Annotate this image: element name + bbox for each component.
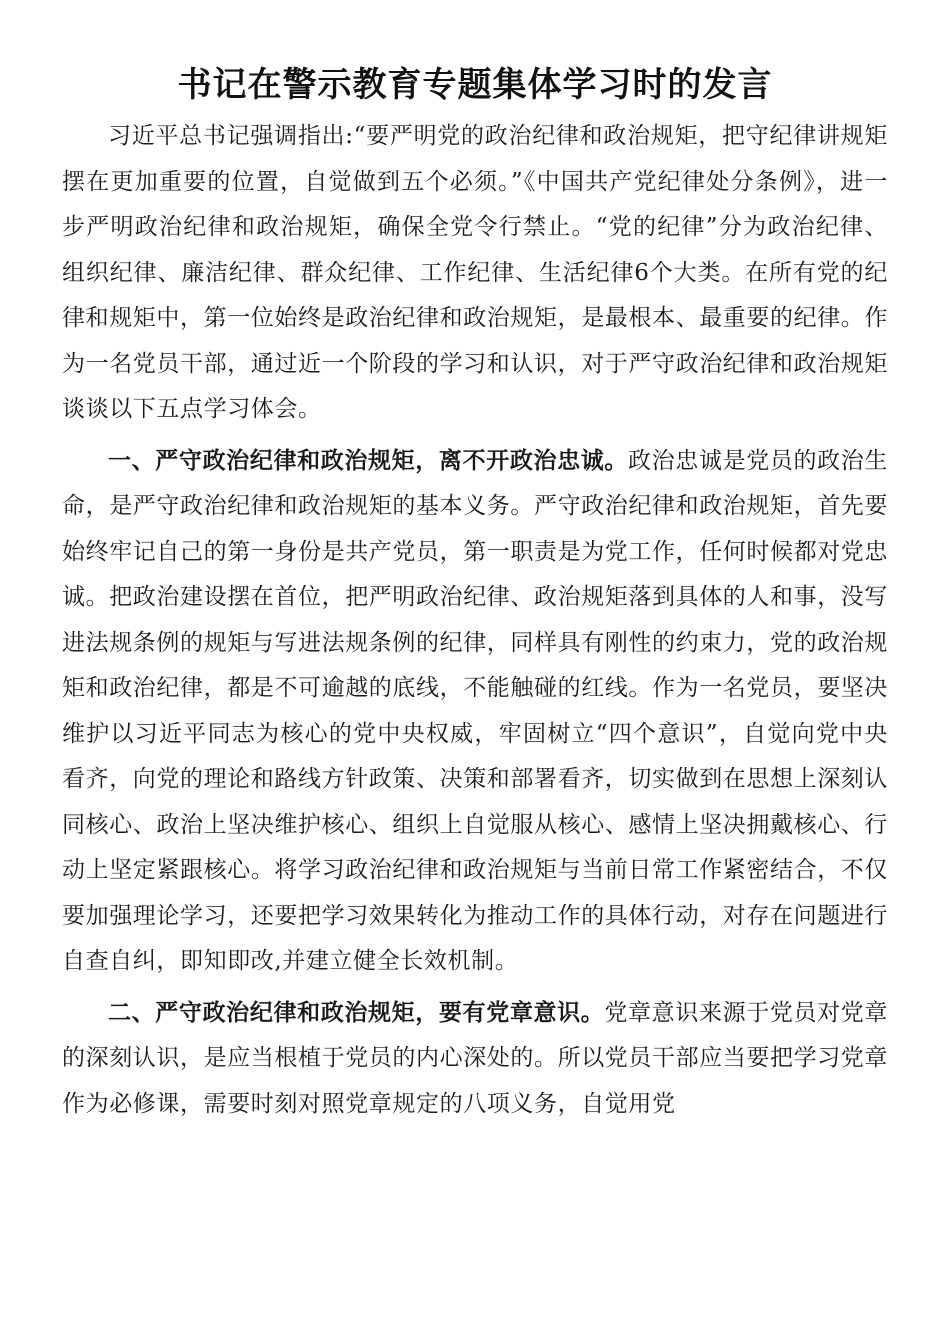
section-2-paragraph xyxy=(62,991,888,1128)
document-page xyxy=(62,62,888,1133)
document-title: 书记在警示教育专题集体学习时的发言 xyxy=(177,65,773,105)
intro-paragraph: 习近平总书记强调指出:“要严明党的政治纪律和政治规矩，把守纪律讲规矩摆在更加重要的位置，自觉做到五个必须。”《中国共产党纪律处分条例》，进一步严明政治纪律和政治规矩，确保全党令行禁止。“党的纪律”分为政治纪律、组织纪律、廉洁纪律、群众纪律、工作纪律、生活纪律6个大类。在所有党的纪律和规矩中，第一位始终是政治纪律和政治规矩，是最根本、最重要的纪律。作为一名党员干部，通过近一个阶段的学习和认识，对于严守政治纪律和政治规矩谈谈以下五点学习体会。 xyxy=(62,123,888,422)
section-1-body: 政治忠诚是党员的政治生命，是严守政治纪律和政治规矩的基本义务。严守政治纪律和政治规矩，首先要始终牢记自己的第一身份是共产党员，第一职责是为党工作，任何时候都对党忠诚。把政治建设摆在首位，把严明政治纪律、政治规矩落到具体的人和事，没写进法规条例的规矩与写进法规条例的纪律，同样具有刚性的约束力，党的政治规矩和政治纪律，都是不可逾越的底线，不能触碰的红线。作为一名党员，要坚决维护以习近平同志为核心的党中央权威，牢固树立“四个意识”，自觉向党中央看齐，向党的理论和路线方针政策、决策和部署看齐，切实做到在思想上深刻认同核心、政治上坚决维护核心、组织上自觉服从核心、感情上坚决拥戴核心、行动上坚定紧跟核心。将学习政治纪律和政治规矩与当前日常工作紧密结合，不仅要加强理论学习，还要把学习效果转化为推动工作的具体行动，对存在问题进行自查自纠，即知即改,并建立健全长效机制。 xyxy=(62,447,889,974)
section-2-body: 党章意识来源于党员对党章的深刻认识，是应当根植于党员的内心深处的。所以党员干部应当要把学习党章作为必修课，需要时刻对照党章规定的八项义务，自觉用党 xyxy=(62,999,888,1117)
section-2-heading: 二、严守政治纪律和政治规矩，要有党章意识。 xyxy=(108,999,605,1026)
section-1-heading: 一、严守政治纪律和政治规矩，离不开政治忠诚。 xyxy=(108,447,629,474)
section-1-paragraph xyxy=(62,439,888,985)
